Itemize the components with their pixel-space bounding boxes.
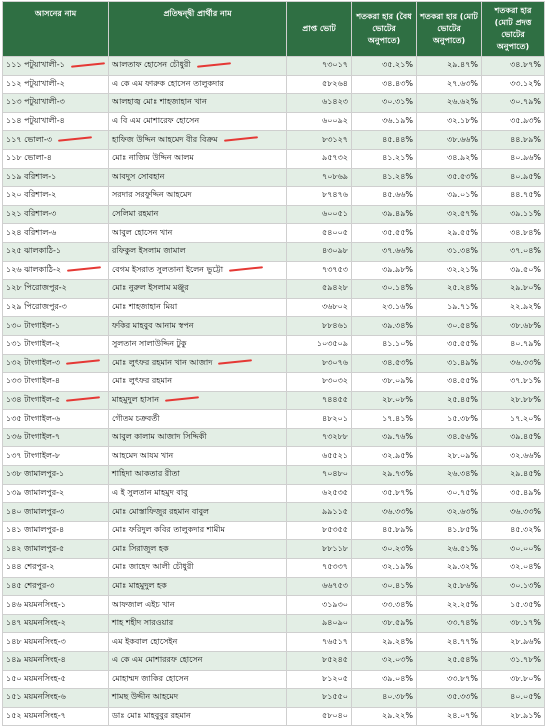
valid-pct-cell: ৪৫.৪৪%: [382, 134, 413, 144]
cast-pct-cell: ৩৮.১৭%: [510, 618, 541, 628]
total-pct-cell: ২৯.৫৫%: [447, 227, 478, 237]
cast-pct-cell: ১৭.২০%: [510, 413, 541, 423]
cast-pct-cell: ৪৪.৭৫%: [510, 190, 541, 200]
seat-cell: ১৫০ ময়মনসিংহ-৫: [6, 673, 66, 683]
valid-pct-cell: ৩৫.৮৭%: [382, 487, 413, 497]
cast-pct-cell: ৩৬.৩৩%: [510, 506, 541, 516]
candidate-cell: আফজাল এইচ খান: [112, 599, 175, 609]
valid-pct-cell: ২৯.২২%: [382, 711, 413, 721]
votes-cell: ৭৪৪৫৫: [322, 394, 348, 404]
valid-pct-cell: ৩৮.৫৯%: [382, 618, 413, 628]
highlight-underline-mark: [71, 62, 105, 68]
candidate-cell: শামছ উদ্দীন আহমেদ: [112, 692, 179, 702]
votes-cell: ৫৪০০৫: [322, 227, 348, 237]
valid-pct-cell: ৩০.৩১%: [382, 97, 413, 107]
seat-cell: ১৪২ জামালপুর-৫: [6, 543, 65, 553]
table-row: [3, 428, 545, 447]
cast-pct-cell: ৩৯.৫০%: [510, 264, 541, 274]
total-pct-cell: ৩৫.৫৫%: [447, 339, 478, 349]
highlight-underline-mark: [165, 397, 199, 403]
total-pct-cell: ৪১.৮৫%: [447, 525, 478, 535]
candidate-cell: ফকির মাহবুব আনাম স্বপন: [112, 320, 194, 330]
votes-cell: ৬১৪২৩: [322, 97, 348, 107]
total-pct-cell: ৩১.৪৯%: [447, 357, 478, 367]
cast-pct-cell: ৩৪.৮৭%: [510, 60, 541, 70]
table-row: [3, 317, 545, 336]
seat-cell: ১৪৯ ময়মনসিংহ-৪: [6, 655, 66, 665]
candidate-cell: মোঃ সিরাজুল হক: [112, 543, 169, 553]
candidate-cell: মাহমুদুল হাসান: [112, 394, 160, 404]
election-results-table: [2, 1, 545, 726]
table-row: [3, 484, 545, 503]
valid-pct-cell: ৩২.৯৫%: [382, 450, 413, 460]
votes-cell: ৮৩১২৭: [322, 134, 348, 144]
highlight-underline-mark: [197, 62, 231, 68]
table-row: [3, 596, 545, 615]
seat-cell: ১১১ পটুয়াখালী-১: [6, 60, 65, 70]
total-pct-cell: ২৬.৫১%: [447, 543, 478, 553]
votes-cell: ৮৩০৩২: [322, 376, 348, 386]
cast-pct-cell: ২৯.৪৫%: [510, 469, 541, 479]
total-pct-cell: ৩৪.৯২%: [447, 153, 478, 163]
candidate-cell: আলতাফ হোসেন চৌধুরী: [112, 60, 191, 70]
table-row: [3, 187, 545, 206]
highlight-underline-mark: [66, 397, 100, 403]
votes-cell: ৬০০৫১: [322, 209, 348, 219]
valid-pct-cell: ৩৯.৩৪%: [382, 320, 413, 330]
cast-pct-cell: ৪০.০৫%: [510, 692, 541, 702]
valid-pct-cell: ৩৪.৫৩%: [382, 357, 413, 367]
cast-pct-cell: ৩৭.০৪%: [510, 246, 541, 256]
table-row: [3, 559, 545, 578]
valid-pct-cell: ৪৫.৮৯%: [382, 525, 413, 535]
candidate-cell: মোঃ নাজিম উদ্দিন আলম: [112, 153, 194, 163]
candidate-cell: আবুল হোসেন খান: [112, 227, 173, 237]
total-pct-cell: ২৯.৪৭%: [447, 60, 478, 70]
votes-cell: ৭৩০১৭: [322, 60, 348, 70]
cast-pct-cell: ৩০.১৩%: [510, 580, 541, 590]
highlight-underline-mark: [67, 267, 101, 273]
table-row: [3, 447, 545, 466]
total-pct-cell: ২৮.০৯%: [447, 450, 478, 460]
cast-pct-cell: ৪০.৭৯%: [510, 339, 541, 349]
cast-pct-cell: ৩০.৭৯%: [510, 97, 541, 107]
cast-pct-cell: ৪৪.৮৯%: [510, 134, 541, 144]
seat-cell: ১৪৮ ময়মনসিংহ-৩: [6, 636, 66, 646]
table-row: [3, 503, 545, 522]
votes-cell: ৫৮০৪০: [322, 711, 348, 721]
votes-cell: ৭৬৫১৭: [322, 636, 348, 646]
valid-pct-cell: ৩৯.৯৮%: [382, 264, 413, 274]
votes-cell: ৬০০৯২: [322, 116, 348, 126]
valid-pct-cell: ৩৩.৩৪%: [382, 599, 413, 609]
valid-pct-cell: ৩০.৪১%: [382, 580, 413, 590]
seat-cell: ১৪০ জামালপুর-৩: [6, 506, 65, 516]
seat-cell: ১৩৫ টাংগাইল-৬: [6, 413, 61, 423]
cast-pct-cell: ২৯.৮০%: [510, 283, 541, 293]
seat-cell: ১৩৭ টাংগাইল-৮: [6, 450, 61, 460]
total-pct-cell: ৩৪.৫৬%: [447, 432, 478, 442]
cast-pct-cell: ৩১.৭৮%: [510, 655, 541, 665]
cast-pct-cell: ৩৮.৮০%: [510, 673, 541, 683]
table-row: [3, 577, 545, 596]
valid-pct-cell: ৩৬.৩৩%: [382, 506, 413, 516]
valid-pct-cell: ৪৫.৬৬%: [382, 190, 413, 200]
candidate-cell: সরদার সরফুদ্দিন আহমেদ: [112, 190, 192, 200]
header-valid-pct: শতকরা হার (বৈধ ভোটের অনুপাতে): [352, 2, 417, 57]
valid-pct-cell: ২৯.২৪%: [382, 636, 413, 646]
valid-pct-cell: ৩৫.৫৫%: [382, 227, 413, 237]
candidate-cell: মোঃ শাহজাহান মিয়া: [112, 302, 178, 312]
table-row: [3, 614, 545, 633]
votes-cell: ৯৫৭৩২: [322, 153, 348, 163]
header-candidate: প্রতিদ্বন্দ্বী প্রার্থীর নাম: [109, 2, 287, 57]
valid-pct-cell: ২৩.১৬%: [382, 302, 413, 312]
total-pct-cell: ৩২.৫৭%: [447, 209, 478, 219]
table-row: [3, 652, 545, 671]
valid-pct-cell: ৩৭.৬৬%: [382, 246, 413, 256]
candidate-cell: মোঃ মাহমুদুল হক: [112, 580, 167, 590]
seat-cell: ১২৮ পিরোজপুর-২: [6, 283, 67, 293]
votes-cell: ৬৬৭৫৩: [322, 580, 348, 590]
seat-cell: ১২০ বরিশাল-২: [6, 190, 57, 200]
candidate-cell: শাহ শহীদ সারওয়ার: [112, 618, 174, 628]
candidate-cell: আলহাজ্ব মোঃ শাহজাহান খান: [112, 97, 207, 107]
votes-cell: ৩১৯৩০: [322, 599, 348, 609]
votes-cell: ৬৫৫২১: [322, 450, 348, 460]
header-votes: প্রাপ্ত ভোট: [287, 2, 352, 57]
table-row: [3, 707, 545, 726]
cast-pct-cell: ৩৬.৩৩%: [510, 357, 541, 367]
header-row: [3, 2, 545, 57]
cast-pct-cell: ২২.৯২%: [510, 302, 541, 312]
total-pct-cell: ২৫.৮৬%: [447, 580, 478, 590]
cast-pct-cell: ৩২.৬৬%: [510, 450, 541, 460]
valid-pct-cell: ৩৯.৭৬%: [382, 432, 413, 442]
cast-pct-cell: ৩৯.১১%: [510, 209, 541, 219]
candidate-cell: শাহিদা আকতার রীতা: [112, 469, 180, 479]
seat-cell: ১১৮ ভোলা-৪: [6, 153, 53, 163]
seat-cell: ১৩৮ জামালপুর-১: [6, 469, 65, 479]
votes-cell: ৮১২০৫: [322, 673, 348, 683]
table-row: [3, 131, 545, 150]
valid-pct-cell: ৩৯.০৪%: [382, 673, 413, 683]
seat-cell: ১৪৫ শেরপুর-৩: [6, 580, 55, 590]
valid-pct-cell: ৩০.১৪%: [382, 283, 413, 293]
valid-pct-cell: ৪০.৩৮%: [382, 692, 413, 702]
cast-pct-cell: ২৮.৯৬%: [510, 636, 541, 646]
candidate-cell: এ বি এম মোশারেফ হোসেন: [112, 116, 200, 126]
table-row: [3, 149, 545, 168]
seat-cell: ১১৯ বরিশাল-১: [6, 171, 57, 181]
cast-pct-cell: ৩৪.৮৪%: [510, 227, 541, 237]
seat-cell: ১৫২ ময়মনসিংহ-৭: [6, 711, 66, 721]
valid-pct-cell: ২৯.৭৩%: [382, 469, 413, 479]
table-row: [3, 540, 545, 559]
candidate-cell: মোঃ লুৎফর রহমান: [112, 376, 172, 386]
total-pct-cell: ২৭.৬৩%: [447, 78, 478, 88]
total-pct-cell: ৩২.৬৩%: [447, 506, 478, 516]
votes-cell: ৮৫২৪৫: [322, 655, 348, 665]
seat-cell: ১৩৩ টাংগাইল-৪: [6, 376, 61, 386]
candidate-cell: এম ইকবাল হোসেইন: [112, 636, 178, 646]
total-pct-cell: ৩৪.৫৫%: [447, 376, 478, 386]
cast-pct-cell: ৩৭.৮১%: [510, 376, 541, 386]
candidate-cell: গৌতম চক্রবর্তী: [112, 413, 160, 423]
header-total-pct: শতকরা হার (মোট ভোটের অনুপাতে): [417, 2, 482, 57]
cast-pct-cell: ৩৫.৪৯%: [510, 487, 541, 497]
table-row: [3, 298, 545, 317]
total-pct-cell: ৩০.৫৪%: [447, 320, 478, 330]
table-row: [3, 280, 545, 299]
header-seat: আসনের নাম: [3, 2, 109, 57]
total-pct-cell: ৩২.২১%: [447, 264, 478, 274]
total-pct-cell: ৩৯.০১%: [447, 190, 478, 200]
table-row: [3, 94, 545, 113]
total-pct-cell: ২৬.৬২%: [447, 97, 478, 107]
total-pct-cell: ২৯.৩২%: [447, 562, 478, 572]
candidate-cell: ডাঃ মোঃ মাহবুবুর রহমান: [112, 711, 191, 721]
total-pct-cell: ৩২.১৮%: [447, 116, 478, 126]
valid-pct-cell: ৪১.১০%: [382, 339, 413, 349]
table-row: [3, 75, 545, 94]
table-row: [3, 410, 545, 429]
table-row: [3, 521, 545, 540]
total-pct-cell: ২৬.৩৪%: [447, 469, 478, 479]
results-table-container: [2, 1, 544, 721]
votes-cell: ৩৬৮০২: [322, 302, 348, 312]
total-pct-cell: ২৫.২৪%: [447, 283, 478, 293]
valid-pct-cell: ৩৯.৪৯%: [382, 209, 413, 219]
valid-pct-cell: ৪১.২১%: [382, 153, 413, 163]
votes-cell: ১০৩৫০৯: [316, 339, 348, 349]
cast-pct-cell: ৩০.০০%: [510, 543, 541, 553]
candidate-cell: হাফিজ উদ্দিন আহমেদ বীর বিক্রম: [112, 134, 218, 144]
table-row: [3, 466, 545, 485]
votes-cell: ৭০৮৬৯: [322, 171, 348, 181]
candidate-cell: আহমেদ আযম খান: [112, 450, 174, 460]
seat-cell: ১২১ বরিশাল-৩: [6, 209, 57, 219]
highlight-underline-mark: [224, 136, 258, 142]
seat-cell: ১১৭ ভোলা-৩: [6, 134, 53, 144]
cast-pct-cell: ৩২.০৪%: [510, 562, 541, 572]
cast-pct-cell: ৩৫.৯৩%: [510, 116, 541, 126]
table-row: [3, 205, 545, 224]
seat-cell: ১২৬ ঝালকাঠি-২: [6, 264, 62, 274]
valid-pct-cell: ২৮.০৮%: [382, 394, 413, 404]
total-pct-cell: ৩০.৭৫%: [447, 487, 478, 497]
valid-pct-cell: ৩৬.১৯%: [382, 116, 413, 126]
total-pct-cell: ২৫.৫৪%: [447, 655, 478, 665]
highlight-underline-mark: [218, 360, 252, 366]
candidate-cell: সেলিমা রহমান: [112, 209, 159, 219]
valid-pct-cell: ৩২.১৯%: [382, 562, 413, 572]
cast-pct-cell: ২৮.৮৮%: [510, 394, 541, 404]
valid-pct-cell: ৪১.২৪%: [382, 171, 413, 181]
votes-cell: ৫৮২৬৪: [322, 78, 348, 88]
candidate-cell: মোঃ ফরিদুল কবির তালুকদার শামীম: [112, 525, 225, 535]
seat-cell: ১৪৬ ময়মনসিংহ-১: [6, 599, 66, 609]
candidate-cell: এ কে এম মোশাররফ হোসেন: [112, 655, 203, 665]
cast-pct-cell: ৪০.৯৬%: [510, 153, 541, 163]
total-pct-cell: ১৯.৭১%: [447, 302, 478, 312]
table-body: [3, 57, 545, 726]
seat-cell: ১২৯ পিরোজপুর-৩: [6, 302, 67, 312]
highlight-underline-mark: [229, 267, 263, 273]
votes-cell: ৭৩২৮৮: [322, 432, 348, 442]
votes-cell: ৫৯৪২৮: [322, 283, 348, 293]
table-row: [3, 391, 545, 410]
table-row: [3, 335, 545, 354]
table-row: [3, 373, 545, 392]
table-row: [3, 633, 545, 652]
votes-cell: ৯৪০৯০: [322, 618, 348, 628]
candidate-cell: এ কে এম ফারুক হোসেন তালুকদার: [112, 78, 224, 88]
total-pct-cell: ২২.২৫%: [447, 599, 478, 609]
table-row: [3, 689, 545, 708]
table-row: [3, 261, 545, 280]
seat-cell: ১৩৪ টাংগাইল-৫: [6, 394, 61, 404]
votes-cell: ৭৩৭৫৩: [322, 264, 348, 274]
seat-cell: ১৩২ টাংগাইল-৩: [6, 357, 61, 367]
total-pct-cell: ৩৫.৩৩%: [447, 692, 478, 702]
votes-cell: ৮১৫৫০: [322, 692, 348, 702]
candidate-cell: মোঃ নুরুল ইসলাম মঞ্জুর: [112, 283, 189, 293]
seat-cell: ১৫১ ময়মনসিংহ-৬: [6, 692, 66, 702]
highlight-underline-mark: [58, 136, 92, 142]
candidate-cell: মোঃ লুৎফর রহমান খান আজাদ: [112, 357, 213, 367]
total-pct-cell: ৩৩.৭৪%: [447, 618, 478, 628]
table-header: [3, 2, 545, 57]
total-pct-cell: ২৪.০৭%: [447, 711, 478, 721]
candidate-cell: আবদুস সোবহান: [112, 171, 165, 181]
votes-cell: ৯৯১১৫: [322, 506, 348, 516]
candidate-cell: আবুল কালাম আজাদ সিদ্দিকী: [112, 432, 207, 442]
valid-pct-cell: ৩২.০৩%: [382, 655, 413, 665]
votes-cell: ৬২৫৩৫: [322, 487, 348, 497]
seat-cell: ১৩৯ জামালপুর-২: [6, 487, 65, 497]
total-pct-cell: ১৫.৩৮%: [447, 413, 478, 423]
votes-cell: ৮৫৩৫৫: [322, 525, 348, 535]
total-pct-cell: ৩৩.৮৭%: [447, 673, 478, 683]
table-row: [3, 168, 545, 187]
table-row: [3, 242, 545, 261]
seat-cell: ১৪৪ শেরপুর-২: [6, 562, 55, 572]
total-pct-cell: ৩৫.৫৩%: [447, 171, 478, 181]
votes-cell: ৮৮১১৮: [322, 543, 348, 553]
candidate-cell: সুলতান সালাউদ্দিন টুকু: [112, 339, 187, 349]
votes-cell: ৭০৪৮০: [322, 469, 348, 479]
votes-cell: ৮৮৪৬১: [322, 320, 348, 330]
table-row: [3, 354, 545, 373]
cast-pct-cell: ১৫.৩৫%: [510, 599, 541, 609]
seat-cell: ১১৪ পটুয়াখালী-৪: [6, 116, 65, 126]
candidate-cell: রফিকুল ইসলাম জামাল: [112, 246, 186, 256]
candidate-cell: এ ই সুলতান মাহমুদ বাবু: [112, 487, 188, 497]
seat-cell: ১৪১ জামালপুর-৪: [6, 525, 65, 535]
votes-cell: ৭৫৩৩৭: [322, 562, 348, 572]
votes-cell: ৮৩০৭৬: [322, 357, 348, 367]
total-pct-cell: ৩৮.৬৬%: [447, 134, 478, 144]
valid-pct-cell: ১৭.৪১%: [382, 413, 413, 423]
valid-pct-cell: ৩৮.০৯%: [382, 376, 413, 386]
seat-cell: ১২৪ বরিশাল-৬: [6, 227, 57, 237]
total-pct-cell: ২৫.৪৫%: [447, 394, 478, 404]
candidate-cell: মোঃ জাহেদ আলী চৌধুরী: [112, 562, 194, 572]
table-row: [3, 112, 545, 131]
seat-cell: ১৩৬ টাংগাইল-৭: [6, 432, 61, 442]
seat-cell: ১৪৭ ময়মনসিংহ-২: [6, 618, 66, 628]
candidate-cell: বেগম ইসরাত সুলতানা ইলেন ভুট্টো: [112, 264, 224, 274]
highlight-underline-mark: [66, 360, 100, 366]
votes-cell: ৪৩০৯৮: [322, 246, 348, 256]
candidate-cell: মোঃ মোস্তাফিজুর রহমান বাবুল: [112, 506, 210, 516]
cast-pct-cell: ২৮.৯১%: [510, 711, 541, 721]
candidate-cell: মোহাম্মদ জাকির হোসেন: [112, 673, 189, 683]
cast-pct-cell: ৪০.৯৫%: [510, 171, 541, 181]
header-cast-pct: শতকরা হার (মোট প্রদত্ত ভোটের অনুপাতে): [482, 2, 545, 57]
seat-cell: ১২৫ ঝালকাঠি-১: [6, 246, 62, 256]
valid-pct-cell: ৩৫.২১%: [382, 60, 413, 70]
cast-pct-cell: ৩৩.১২%: [510, 78, 541, 88]
seat-cell: ১৩১ টাংগাইল-২: [6, 339, 61, 349]
seat-cell: ১১২ পটুয়াখালী-২: [6, 78, 65, 88]
seat-cell: ১১৩ পটুয়াখালী-৩: [6, 97, 65, 107]
cast-pct-cell: ৩৮.৬৮%: [510, 320, 541, 330]
cast-pct-cell: ৩৯.৪৫%: [510, 432, 541, 442]
table-row: [3, 670, 545, 689]
valid-pct-cell: ৩০.২৩%: [382, 543, 413, 553]
total-pct-cell: ৩১.৩৪%: [447, 246, 478, 256]
seat-cell: ১৩০ টাংগাইল-১: [6, 320, 61, 330]
votes-cell: ৮৭৪৭৬: [322, 190, 348, 200]
table-row: [3, 57, 545, 76]
cast-pct-cell: ৪৫.৩২%: [510, 525, 541, 535]
total-pct-cell: ২৪.৭৭%: [447, 636, 478, 646]
votes-cell: ৪৮২০১: [322, 413, 348, 423]
valid-pct-cell: ৩৪.৪৩%: [382, 78, 413, 88]
table-row: [3, 224, 545, 243]
